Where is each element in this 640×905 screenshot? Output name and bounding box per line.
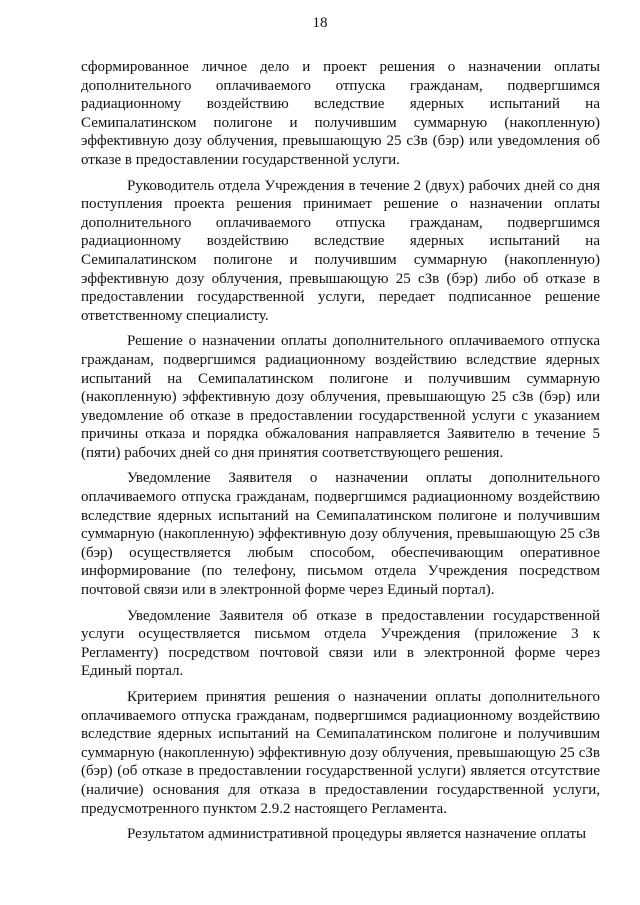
paragraph-6: Критерием принятия решения о назначении оплаты дополнительного оплачиваемого отпуска гражданам, подвергшимся радиационному воздействию вследствие ядерных испытаний на Семипалатинском полигоне и получившим суммарную (накопленную) эффективную дозу облучения, превышающую 25 сЗв (бэр) (об отказе в предоставлении государственной услуги) является отсутствие (наличие) основания для отказа в предоставлении государственной услуги, предусмотренного пунктом 2.9.2 настоящего Регламента. bbox=[81, 689, 600, 817]
paragraph-3: Решение о назначении оплаты дополнительного оплачиваемого отпуска гражданам, подвергшимся радиационному воздействию вследствие ядерных испытаний на Семипалатинском полигоне и получившим суммарную (накопленную) эффективную дозу облучения, превышающую 25 сЗв (бэр) или уведомление об отказе в предоставлении государственной услуги с указанием причины отказа и порядка обжалования направляется Заявителю в течение 5 (пяти) рабочих дней со дня принятия соответствующего решения. bbox=[81, 333, 600, 461]
paragraph-5: Уведомление Заявителя об отказе в предоставлении государственной услуги осуществляется письмом отдела Учреждения (приложение 3 к Регламенту) посредством почтовой связи или в электронной форме через Единый портал. bbox=[81, 607, 600, 680]
paragraph-1: сформированное личное дело и проект решения о назначении оплаты дополнительного оплачиваемого отпуска гражданам, подвергшимся радиационному воздействию вследствие ядерных испытаний на Семипалатинском полигоне и получившим суммарную (накопленную) эффективную дозу облучения, превышающую 25 сЗв (бэр) или уведомления об отказе в предоставлении государственной услуги. bbox=[81, 59, 600, 168]
paragraph-2: Руководитель отдела Учреждения в течение 2 (двух) рабочих дней со дня поступления проекта решения принимает решение о назначении оплаты дополнительного оплачиваемого отпуска гражданам, подвергшимся радиационному воздействию вследствие ядерных испытаний на Семипалатинском полигоне и получившим суммарную (накопленную) эффективную дозу облучения, превышающую 25 сЗв (бэр) либо об отказе в предоставлении государственной услуги, передает подписанное решение ответственному специалисту. bbox=[81, 177, 600, 324]
document-body bbox=[81, 58, 600, 844]
paragraph-7: Результатом административной процедуры является назначение оплаты bbox=[127, 826, 587, 843]
paragraph-4: Уведомление Заявителя о назначении оплаты дополнительного оплачиваемого отпуска гражданам, подвергшимся радиационному воздействию вследствие ядерных испытаний на Семипалатинском полигоне и получившим суммарную (накопленную) эффективную дозу облучения, превышающую 25 сЗв (бэр) осуществляется любым способом, обеспечивающим оперативное информирование (по телефону, письмом отдела Учреждения посредством почтовой связи или в электронной форме через Единый портал). bbox=[81, 470, 600, 599]
page-number: 18 bbox=[312, 15, 328, 31]
